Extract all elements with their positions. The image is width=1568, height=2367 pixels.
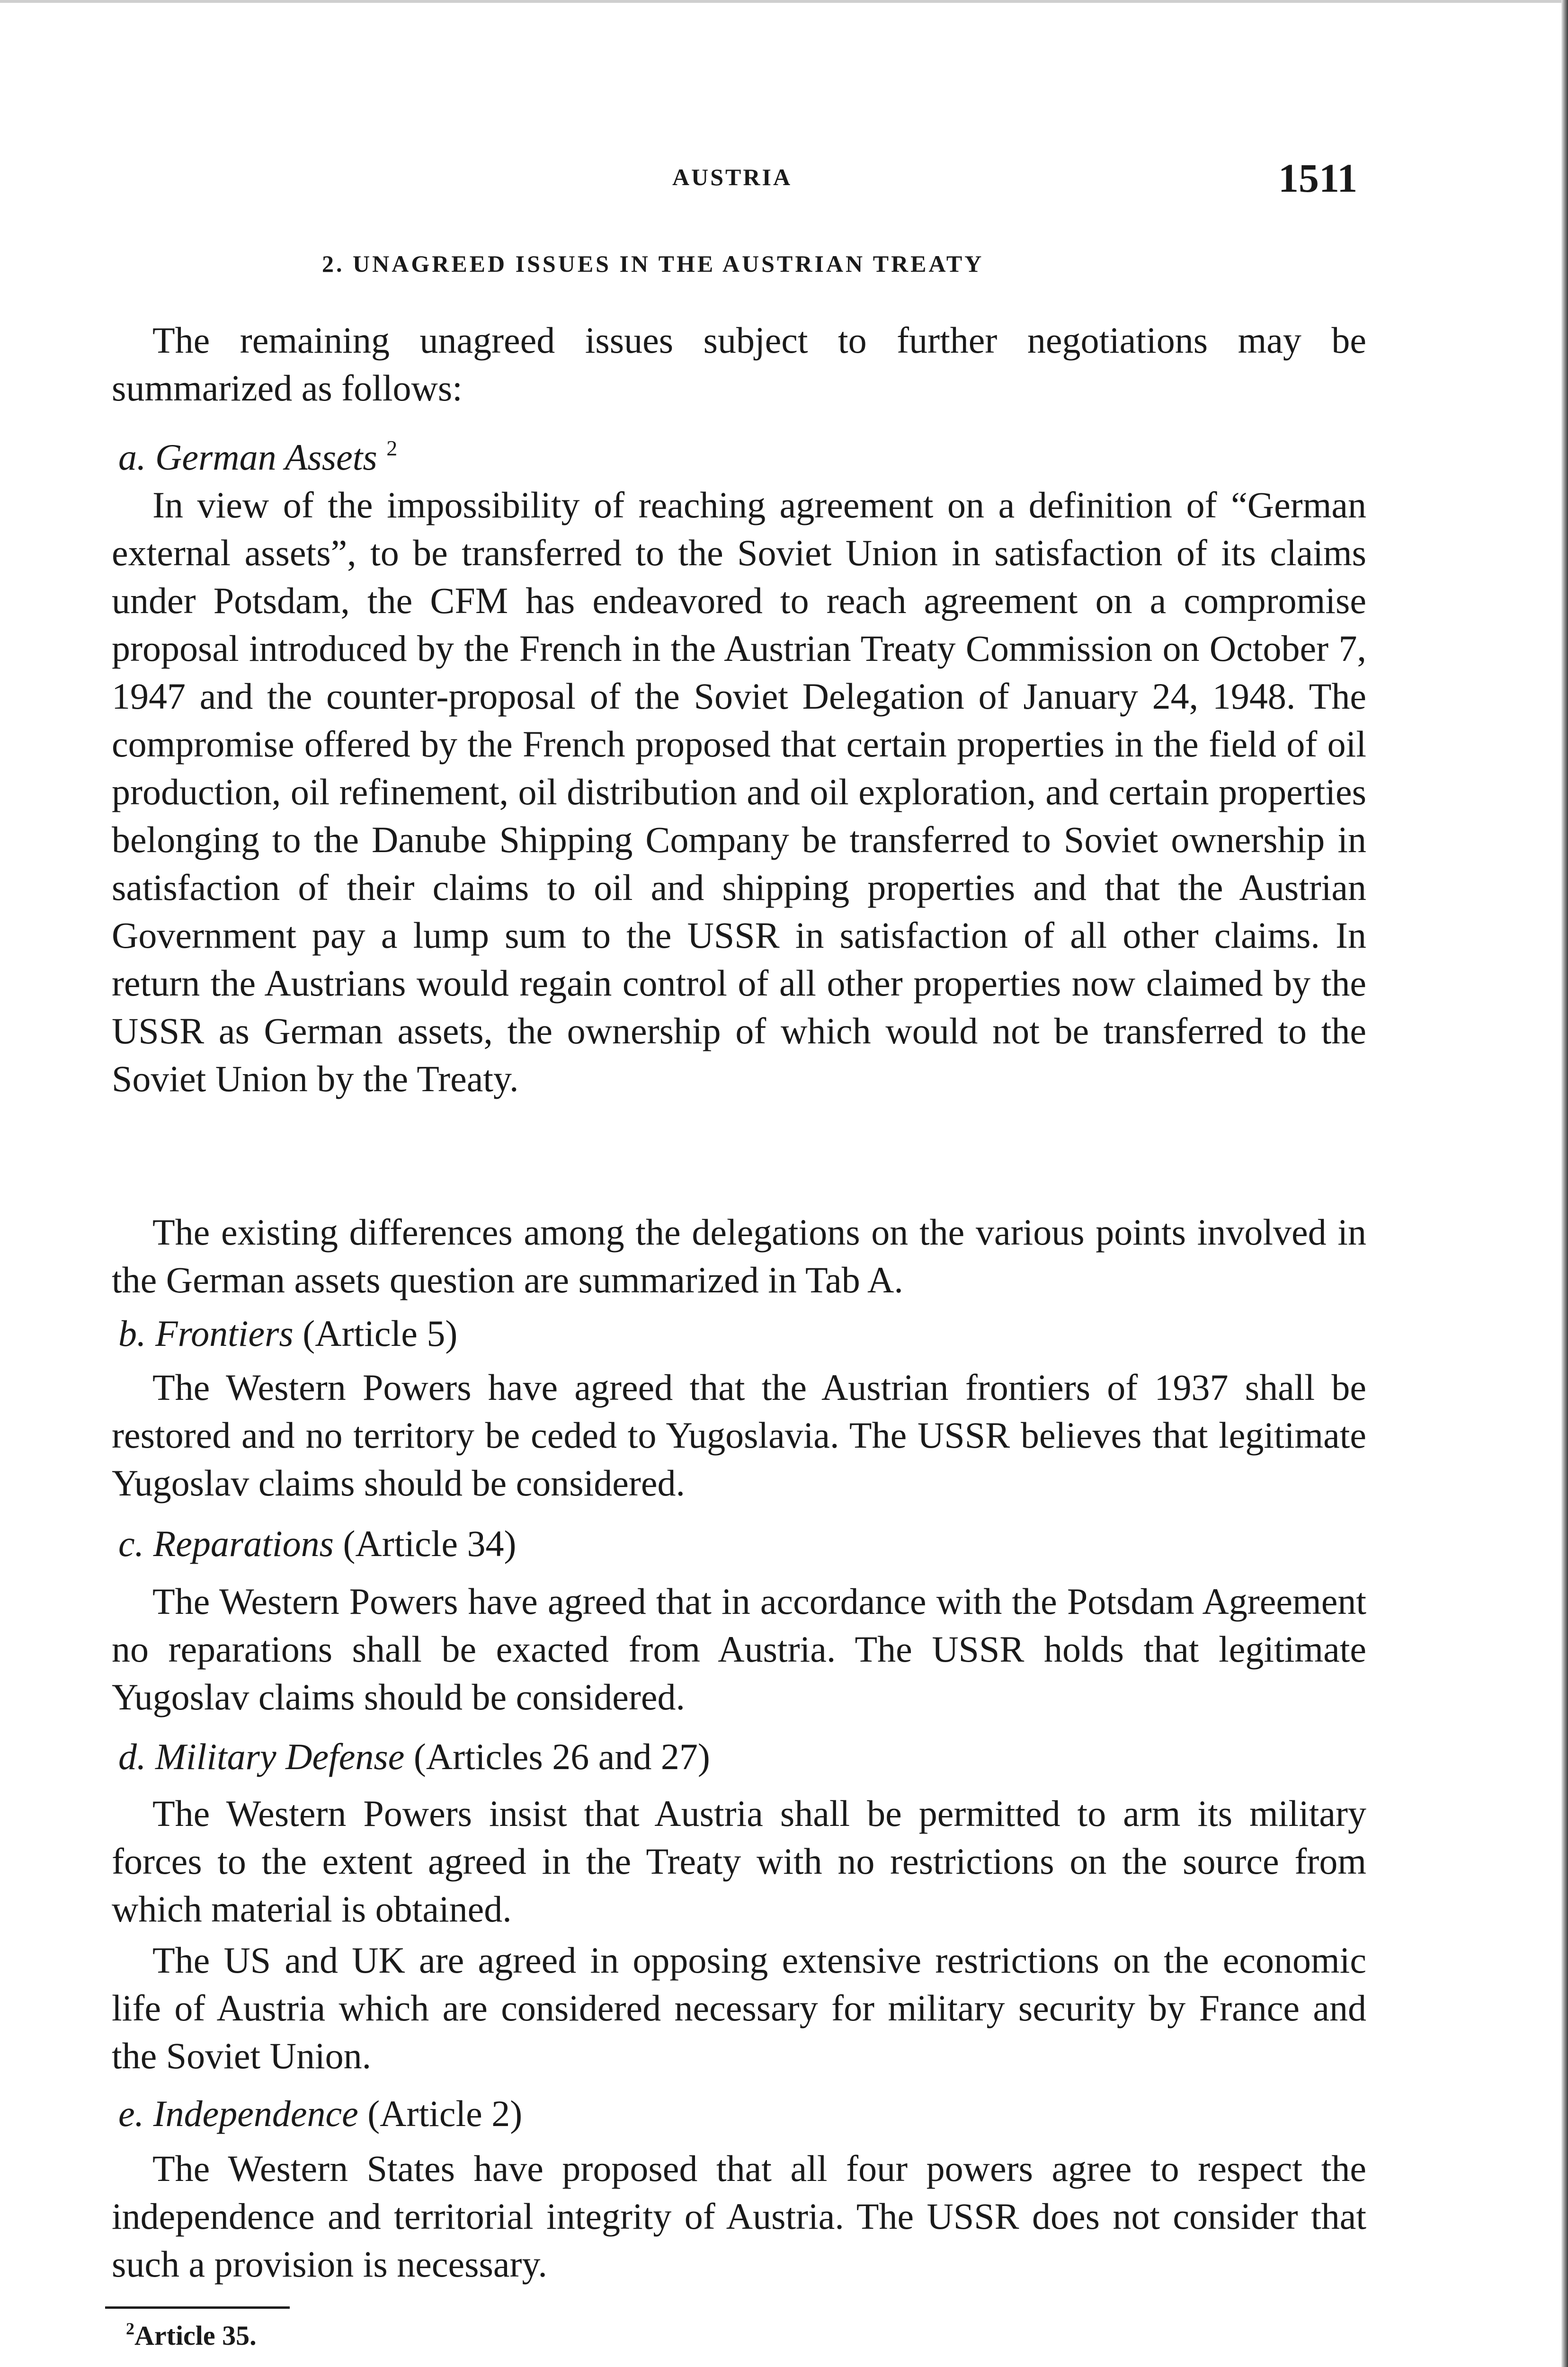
page-right-edge xyxy=(1561,0,1568,2367)
page-top-edge xyxy=(0,0,1568,3)
paragraph-military-defense-1: The Western Powers insist that Austria shall be permitted to arm its military forces to the extent agreed in the Treaty with no restrictions on the source from which material is obtained. xyxy=(112,1793,1366,1930)
footnote-rule xyxy=(105,2306,290,2309)
subhead-reparations xyxy=(118,1520,516,1567)
subhead-letter: c. xyxy=(118,1523,144,1564)
subhead-frontiers xyxy=(118,1309,457,1357)
subhead-military-defense xyxy=(118,1733,710,1780)
subhead-title: Frontiers xyxy=(155,1313,294,1354)
page-number: 1511 xyxy=(1278,155,1358,201)
intro-paragraph: The remaining unagreed issues subject to further negotiations may be summarized as follows: xyxy=(112,320,1366,409)
footnote-text: Article 35. xyxy=(134,2320,257,2351)
subhead-title: Independence xyxy=(153,2093,358,2134)
subhead-article: (Articles 26 and 27) xyxy=(413,1736,710,1777)
footnote-reference: 2 xyxy=(386,436,398,460)
section-heading: 2. UNAGREED ISSUES IN THE AUSTRIAN TREATY xyxy=(322,250,984,277)
subhead-article: (Article 5) xyxy=(303,1313,458,1354)
footnote xyxy=(126,2319,257,2351)
subhead-article: (Article 2) xyxy=(367,2093,523,2134)
subhead-title: Military Defense xyxy=(155,1736,405,1777)
subhead-letter: d. xyxy=(118,1736,146,1777)
subhead-letter: e. xyxy=(118,2093,144,2134)
paragraph-reparations: The Western Powers have agreed that in accordance with the Potsdam Agreement no reparations shall be exacted from Austria. The USSR holds that legitimate Yugoslav claims should be considered. xyxy=(112,1581,1366,1717)
paragraph-german-assets-2: The existing differences among the delegations on the various points involved in the German assets question are summarized in Tab A. xyxy=(112,1211,1366,1300)
paragraph-independence: The Western States have proposed that all four powers agree to respect the independence and territorial integrity of Austria. The USSR does not consider that such a provision is necessary. xyxy=(112,2148,1366,2285)
subhead-independence xyxy=(118,2090,522,2137)
subhead-title: German Assets xyxy=(155,436,377,478)
subhead-title: Reparations xyxy=(153,1523,334,1564)
footnote-mark: 2 xyxy=(126,2319,134,2338)
running-head: AUSTRIA xyxy=(672,164,793,190)
subhead-letter: a. xyxy=(118,436,146,478)
paragraph-military-defense-2: The US and UK are agreed in opposing extensive restrictions on the economic life of Austria which are considered necessary for military security by France and the Soviet Union. xyxy=(112,1940,1366,2076)
subhead-german-assets xyxy=(118,424,397,481)
subhead-article: (Article 34) xyxy=(343,1523,517,1564)
subhead-letter: b. xyxy=(118,1313,146,1354)
paragraph-german-assets-1: In view of the impossibility of reaching agreement on a definition of “German external assets”, to be transferred to the Soviet Union in satisfaction of its claims under Potsdam, the CFM has endeavored to reach agreement on a compromise proposal introduced by the French in the Austrian Treaty Commission on October 7, 1947 and the counter-proposal of the Soviet Delegation of January 24, 1948. The compromise offered by the French proposed that certain properties in the field of oil production, oil refinement, oil distribution and oil exploration, and certain properties belonging to the Danube Shipping Company be transferred to Soviet ownership in satisfaction of their claims to oil and shipping properties and that the Austrian Government pay a lump sum to the USSR in satisfaction of all other claims. In return the Austrians would regain control of all other properties now claimed by the USSR as German assets, the ownership of which would not be transferred to the Soviet Union by the Treaty. xyxy=(112,484,1366,1099)
paragraph-frontiers: The Western Powers have agreed that the Austrian frontiers of 1937 shall be restored and no territory be ceded to Yugoslavia. The USSR believes that legitimate Yugoslav claims should be considered. xyxy=(112,1367,1366,1504)
